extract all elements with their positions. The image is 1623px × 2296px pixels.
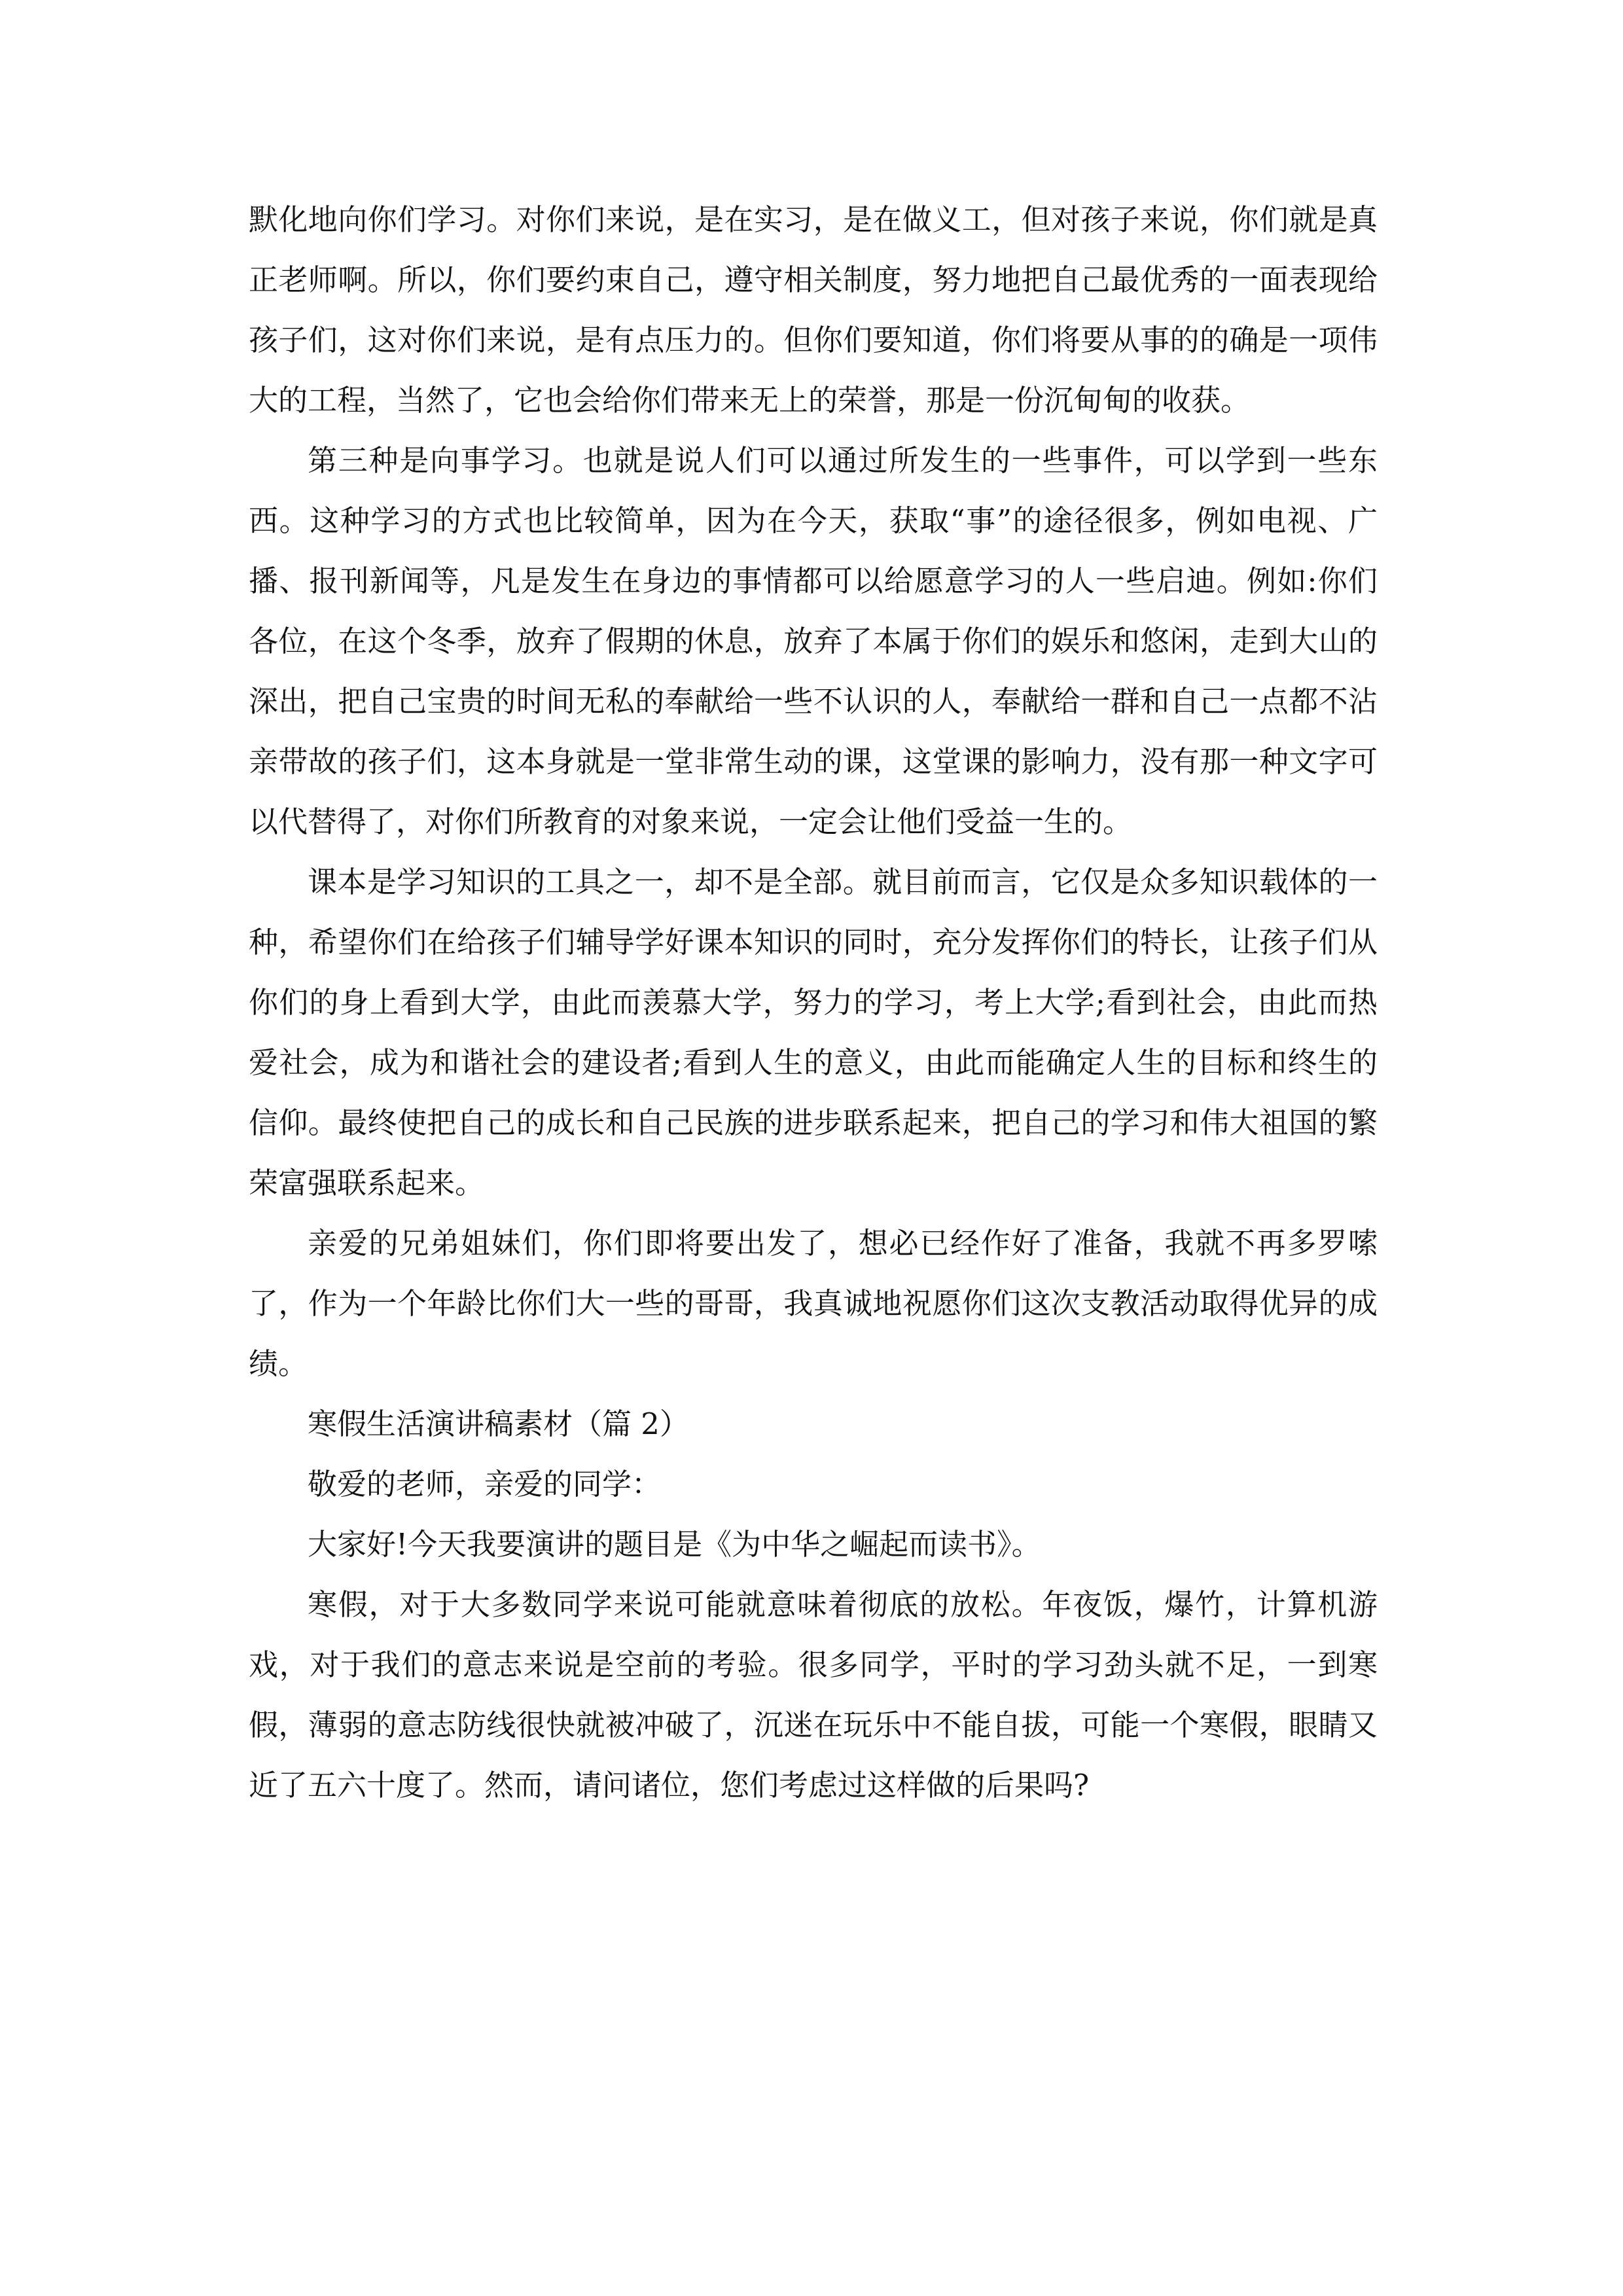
paragraph-winter-break: 寒假，对于大多数同学来说可能就意味着彻底的放松。年夜饭，爆竹，计算机游戏，对于我们的意志来说是空前的考验。很多同学，平时的学习劲头就不足，一到寒假，薄弱的意志防线很快就被冲破了，沉迷在玩乐中不能自拔，可能一个寒假，眼睛又近了五六十度了。然而，请问诸位，您们考虑过这样做的后果吗?: [249, 1587, 1378, 1803]
paragraph-textbook: 课本是学习知识的工具之一，却不是全部。就目前而言，它仅是众多知识载体的一种，希望你们在给孩子们辅导学好课本知识的同时，充分发挥你们的特长，让孩子们从你们的身上看到大学，由此而羡慕大学，努力的学习，考上大学;看到社会，由此而热爱社会，成为和谐社会的建设者;看到人生的意义，由此而能确定人生的目标和终生的信仰。最终使把自己的成长和自己民族的进步联系起来，把自己的学习和伟大祖国的繁荣富强联系起来。: [249, 865, 1378, 1200]
paragraph-learning-from-events: 第三种是向事学习。也就是说人们可以通过所发生的一些事件，可以学到一些东西。这种学习的方式也比较简单，因为在今天，获取“事”的途径很多，例如电视、广播、报刊新闻等，凡是发生在身边的事情都可以给愿意学习的人一些启迪。例如:你们各位，在这个冬季，放弃了假期的休息，放弃了本属于你们的娱乐和悠闲，走到大山的深出，把自己宝贵的时间无私的奉献给一些不认识的人，奉献给一群和自己一点都不沾亲带故的孩子们，这本身就是一堂非常生动的课，这堂课的影响力，没有那一种文字可以代替得了，对你们所教育的对象来说，一定会让他们受益一生的。: [249, 443, 1378, 839]
document-page: [249, 190, 1378, 1816]
section-heading: 寒假生活演讲稿素材（篇 2）: [308, 1407, 689, 1441]
paragraph-continuation: 默化地向你们学习。对你们来说，是在实习，是在做义工，但对孩子来说，你们就是真正老师啊。所以，你们要约束自己，遵守相关制度，努力地把自己最优秀的一面表现给孩子们，这对你们来说，是有点压力的。但你们要知道，你们将要从事的的确是一项伟大的工程，当然了，它也会给你们带来无上的荣誉，那是一份沉甸甸的收获。: [249, 202, 1378, 418]
salutation: 敬爱的老师，亲爱的同学：: [308, 1467, 662, 1501]
greeting-line: 大家好!今天我要演讲的题目是《为中华之崛起而读书》。: [308, 1527, 1041, 1562]
paragraph-closing-wishes: 亲爱的兄弟姐妹们，你们即将要出发了，想必已经作好了准备，我就不再多罗嗦了，作为一个年龄比你们大一些的哥哥，我真诚地祝愿你们这次支教活动取得优异的成绩。: [249, 1226, 1378, 1381]
